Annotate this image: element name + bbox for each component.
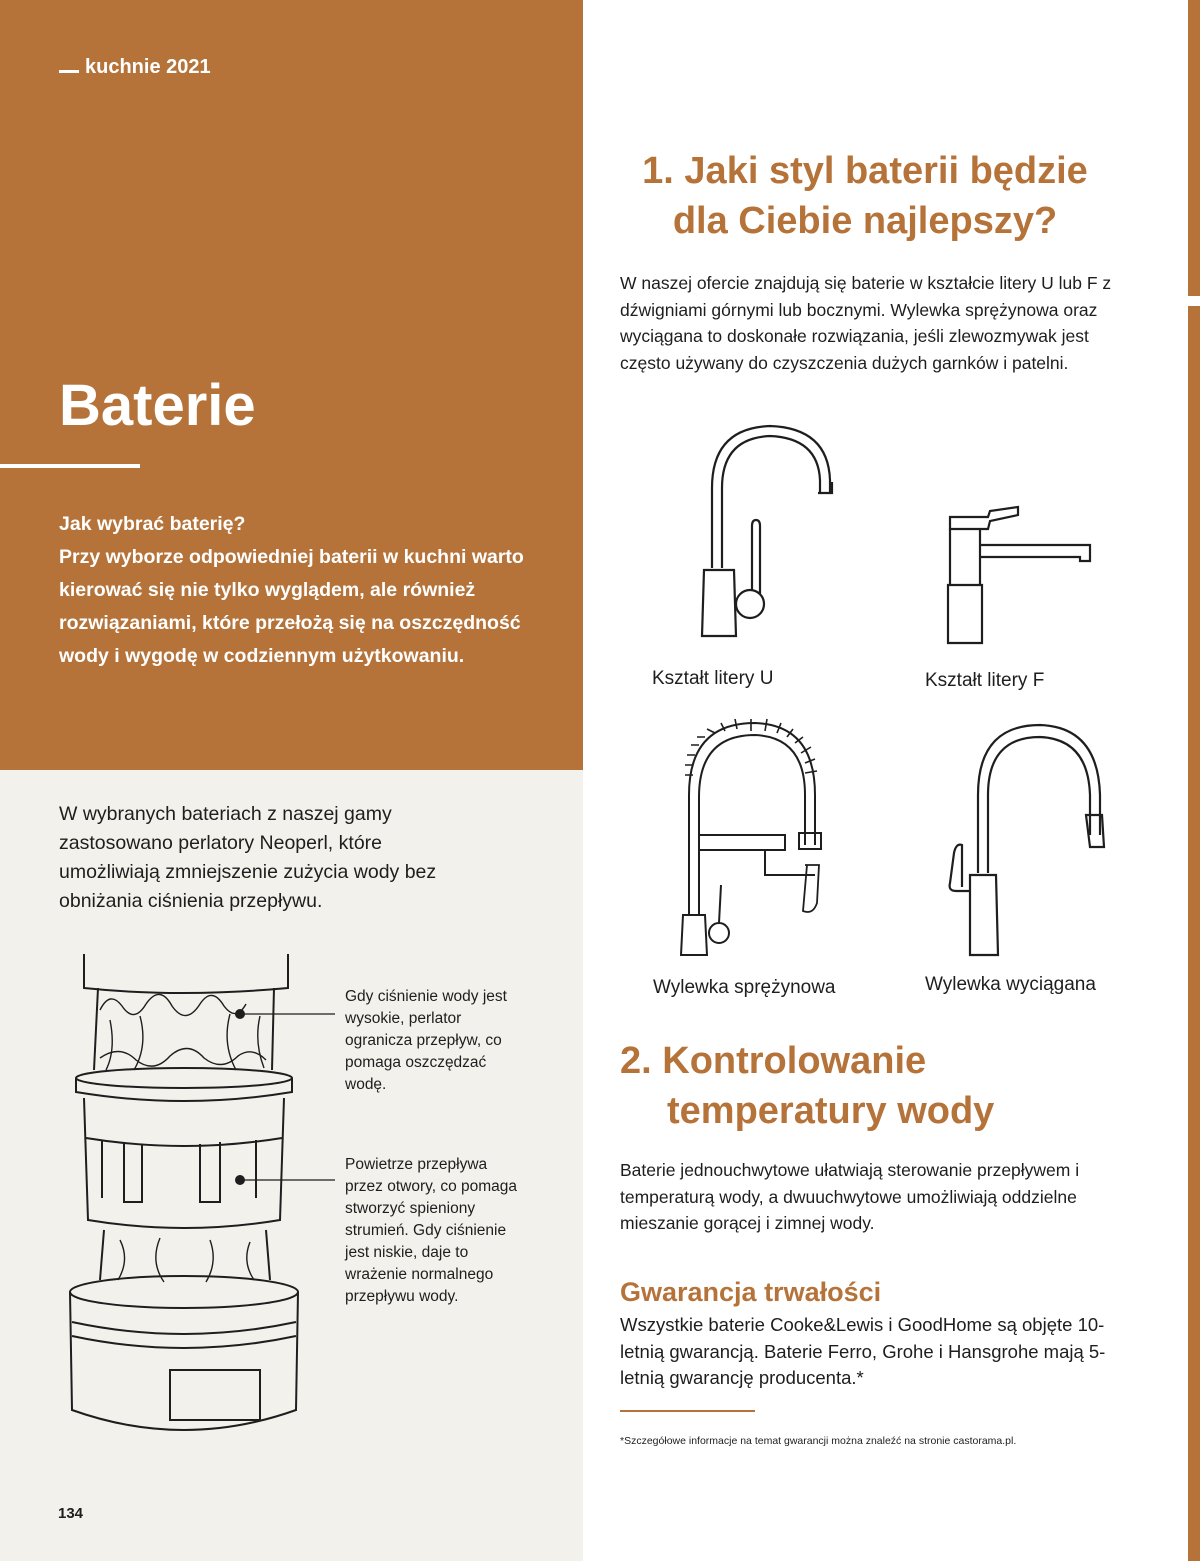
header-tag bbox=[59, 56, 211, 79]
temperature-heading-line1: 2. Kontrolowanie bbox=[620, 1040, 927, 1082]
warranty-heading: Gwarancja trwałości bbox=[620, 1277, 882, 1307]
styles-heading bbox=[605, 146, 1125, 246]
callout-leader-high bbox=[240, 1010, 335, 1018]
footnote-rule bbox=[620, 1410, 755, 1412]
u-shape-faucet-icon bbox=[690, 418, 840, 640]
neoperl-text: W wybranych bateriach z naszej gamy zastosowano perlatory Neoperl, które umożliwiają zmniejszenie zużycia wody bez obniżania ciśnienia przepływu. bbox=[59, 803, 437, 912]
section-title: Baterie bbox=[59, 373, 256, 438]
aerator-icon bbox=[60, 950, 350, 1450]
f-shape-faucet-icon bbox=[940, 505, 1100, 645]
footnote: *Szczegółowe informacje na temat gwarancji można znaleźć na stronie castorama.pl. bbox=[620, 1435, 1017, 1447]
edge-tab-bottom bbox=[1188, 306, 1200, 1561]
caption-f-shape: Kształt litery F bbox=[925, 670, 1045, 691]
styles-heading-line2: dla Ciebie najlepszy? bbox=[672, 200, 1058, 242]
temperature-text: Baterie jednouchwytowe ułatwiają sterowanie przepływem i temperaturą wody, a dwuuchwytowe umożliwiają oddzielne mieszanie gorącej i zimnej wody. bbox=[620, 1160, 1080, 1233]
warranty-text: Wszystkie baterie Cooke&Lewis i GoodHome są objęte 10-letnią gwarancją. Baterie Ferro, Grohe i Hansgrohe mają 5-letnią gwarancję producenta.* bbox=[620, 1314, 1106, 1388]
intro-question: Jak wybrać baterię? bbox=[59, 513, 246, 535]
title-rule bbox=[0, 464, 140, 468]
callout-low-pressure: Powietrze przepływa przez otwory, co pomaga stworzyć spieniony strumień. Gdy ciśnienie jest niskie, daje to wrażenie normalnego przepływu wody. bbox=[345, 1156, 518, 1305]
edge-tab-top bbox=[1188, 0, 1200, 296]
temperature-heading bbox=[620, 1036, 1040, 1136]
styles-text: W naszej ofercie znajdują się baterie w kształcie litery U lub F z dźwigniami górnymi lub bocznymi. Wylewka sprężynowa oraz wyciągana to doskonałe rozwiązania, jeśli zlewozmywak jest często używany do czyszczenia dużych garnków i patelni. bbox=[620, 273, 1112, 373]
intro-text-block bbox=[59, 508, 549, 673]
callout-leader-low bbox=[240, 1176, 335, 1184]
page-number: 134 bbox=[58, 1505, 84, 1522]
callout-high-pressure: Gdy ciśnienie wody jest wysokie, perlator ogranicza przepływ, co pomaga oszczędzać wodę. bbox=[345, 988, 507, 1093]
caption-spring-spout: Wylewka sprężynowa bbox=[653, 977, 836, 998]
intro-text: Przy wyborze odpowiedniej baterii w kuchni warto kierować się nie tylko wyglądem, ale również rozwiązaniami, które przełożą się na oszczędność wody i wygodę w codziennym użytkowaniu. bbox=[59, 546, 524, 667]
caption-pull-out: Wylewka wyciągana bbox=[925, 974, 1096, 995]
temperature-heading-line2: temperatury wody bbox=[667, 1090, 995, 1132]
spring-spout-faucet-icon bbox=[675, 715, 835, 960]
pull-out-faucet-icon bbox=[940, 715, 1110, 960]
header-tag-text: kuchnie 2021 bbox=[85, 56, 211, 78]
styles-heading-line1: 1. Jaki styl baterii będzie bbox=[642, 150, 1088, 192]
header-dash bbox=[59, 70, 79, 73]
caption-u-shape: Kształt litery U bbox=[652, 668, 774, 689]
